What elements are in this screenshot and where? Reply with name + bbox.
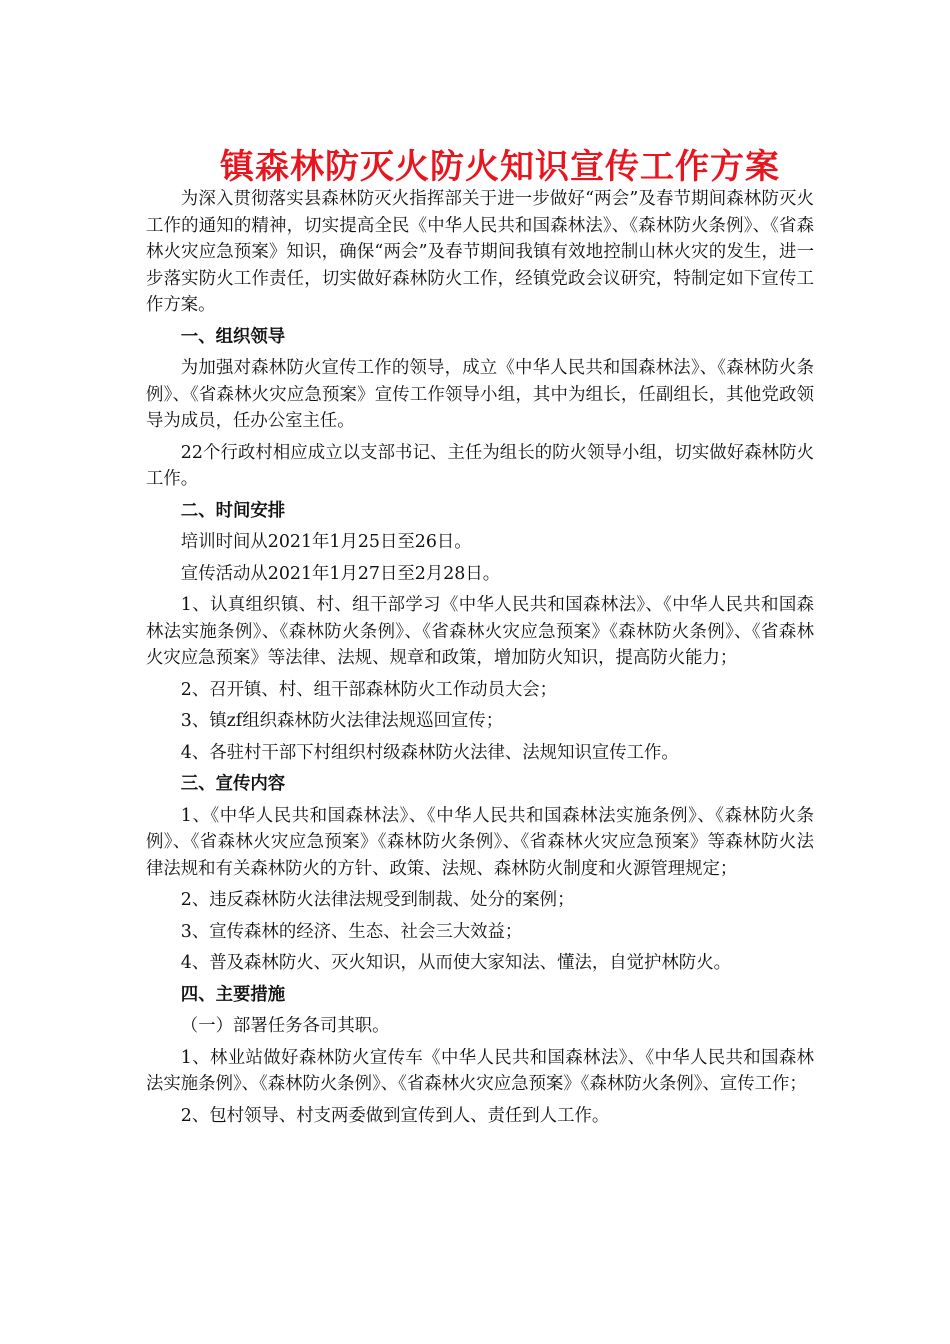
list-item: 1、认真组织镇、村、组干部学习《中华人民共和国森林法》、《中华人民共和国森林法实施条例》、《森林防火条例》、《省森林火灾应急预案》《森林防火条例》、《省森林火灾应急预案》等法律、法规、规章和政策，增加防火知识，提高防火能力； (146, 595, 814, 668)
subsection-heading: （一）部署任务各司其职。 (180, 1016, 390, 1036)
list-item: 1、林业站做好森林防火宣传车《中华人民共和国森林法》、《中华人民共和国森林法实施条例》、《森林防火条例》、《省森林火灾应急预案》《森林防火条例》、宣传工作； (146, 1047, 814, 1094)
list-item: 2、包村领导、村支两委做到宣传到人、责任到人工作。 (180, 1105, 610, 1126)
list-item: 2、召开镇、村、组干部森林防火工作动员大会； (180, 679, 558, 700)
list-item: 3、镇zf组织森林防火法律法规巡回宣传； (180, 711, 504, 731)
intro-paragraph: 为深入贯彻落实县森林防灭火指挥部关于进一步做好“两会”及春节期间森林防灭火工作的通知的精神，切实提高全民《中华人民共和国森林法》、《森林防火条例》、《省森林火灾应急预案》知识，确保“两会”及春节期间我镇有效地控制山林火灾的发生，进一步落实防火工作责任，切实做好森林防火工作，经镇党政会议研究，特制定如下宣传工作方案。 (146, 189, 814, 315)
paragraph: 为加强对森林防火宣传工作的领导，成立《中华人民共和国森林法》、《森林防火条例》、《省森林火灾应急预案》宣传工作领导小组，其中为组长，任副组长，其他党政领导为成员，任办公室主任。 (146, 358, 814, 431)
section-heading-content: 三、宣传内容 (180, 774, 286, 794)
section-heading-schedule: 二、时间安排 (180, 500, 286, 521)
paragraph: 22个行政村相应成立以支部书记、主任为组长的防火领导小组，切实做好森林防火工作。 (146, 442, 814, 489)
list-item: 3、宣传森林的经济、生态、社会三大效益； (180, 921, 523, 942)
paragraph: 宣传活动从2021年1月27日至2月28日。 (180, 563, 501, 584)
list-item: 4、普及森林防火、灭火知识，从而使大家知法、懂法，自觉护林防火。 (180, 953, 731, 973)
list-item: 2、违反森林防火法律法规受到制裁、处分的案例； (180, 890, 575, 910)
list-item: 1、《中华人民共和国森林法》、《中华人民共和国森林法实施条例》、《森林防火条例》、《省森林火灾应急预案》《森林防火条例》、《省森林火灾应急预案》等森林防火法律法规和有关森林防火的方针、政策、法规、森林防火制度和火源管理规定； (146, 805, 814, 879)
section-heading-measures: 四、主要措施 (180, 984, 286, 1005)
document-title: 镇森林防灭火防火知识宣传工作方案 (220, 147, 780, 187)
section-heading-organization: 一、组织领导 (180, 326, 286, 347)
list-item: 4、各驻村干部下村组织村级森林防火法律、法规知识宣传工作。 (180, 742, 679, 763)
paragraph: 培训时间从2021年1月25日至26日。 (180, 532, 472, 552)
document-body (146, 186, 814, 1134)
